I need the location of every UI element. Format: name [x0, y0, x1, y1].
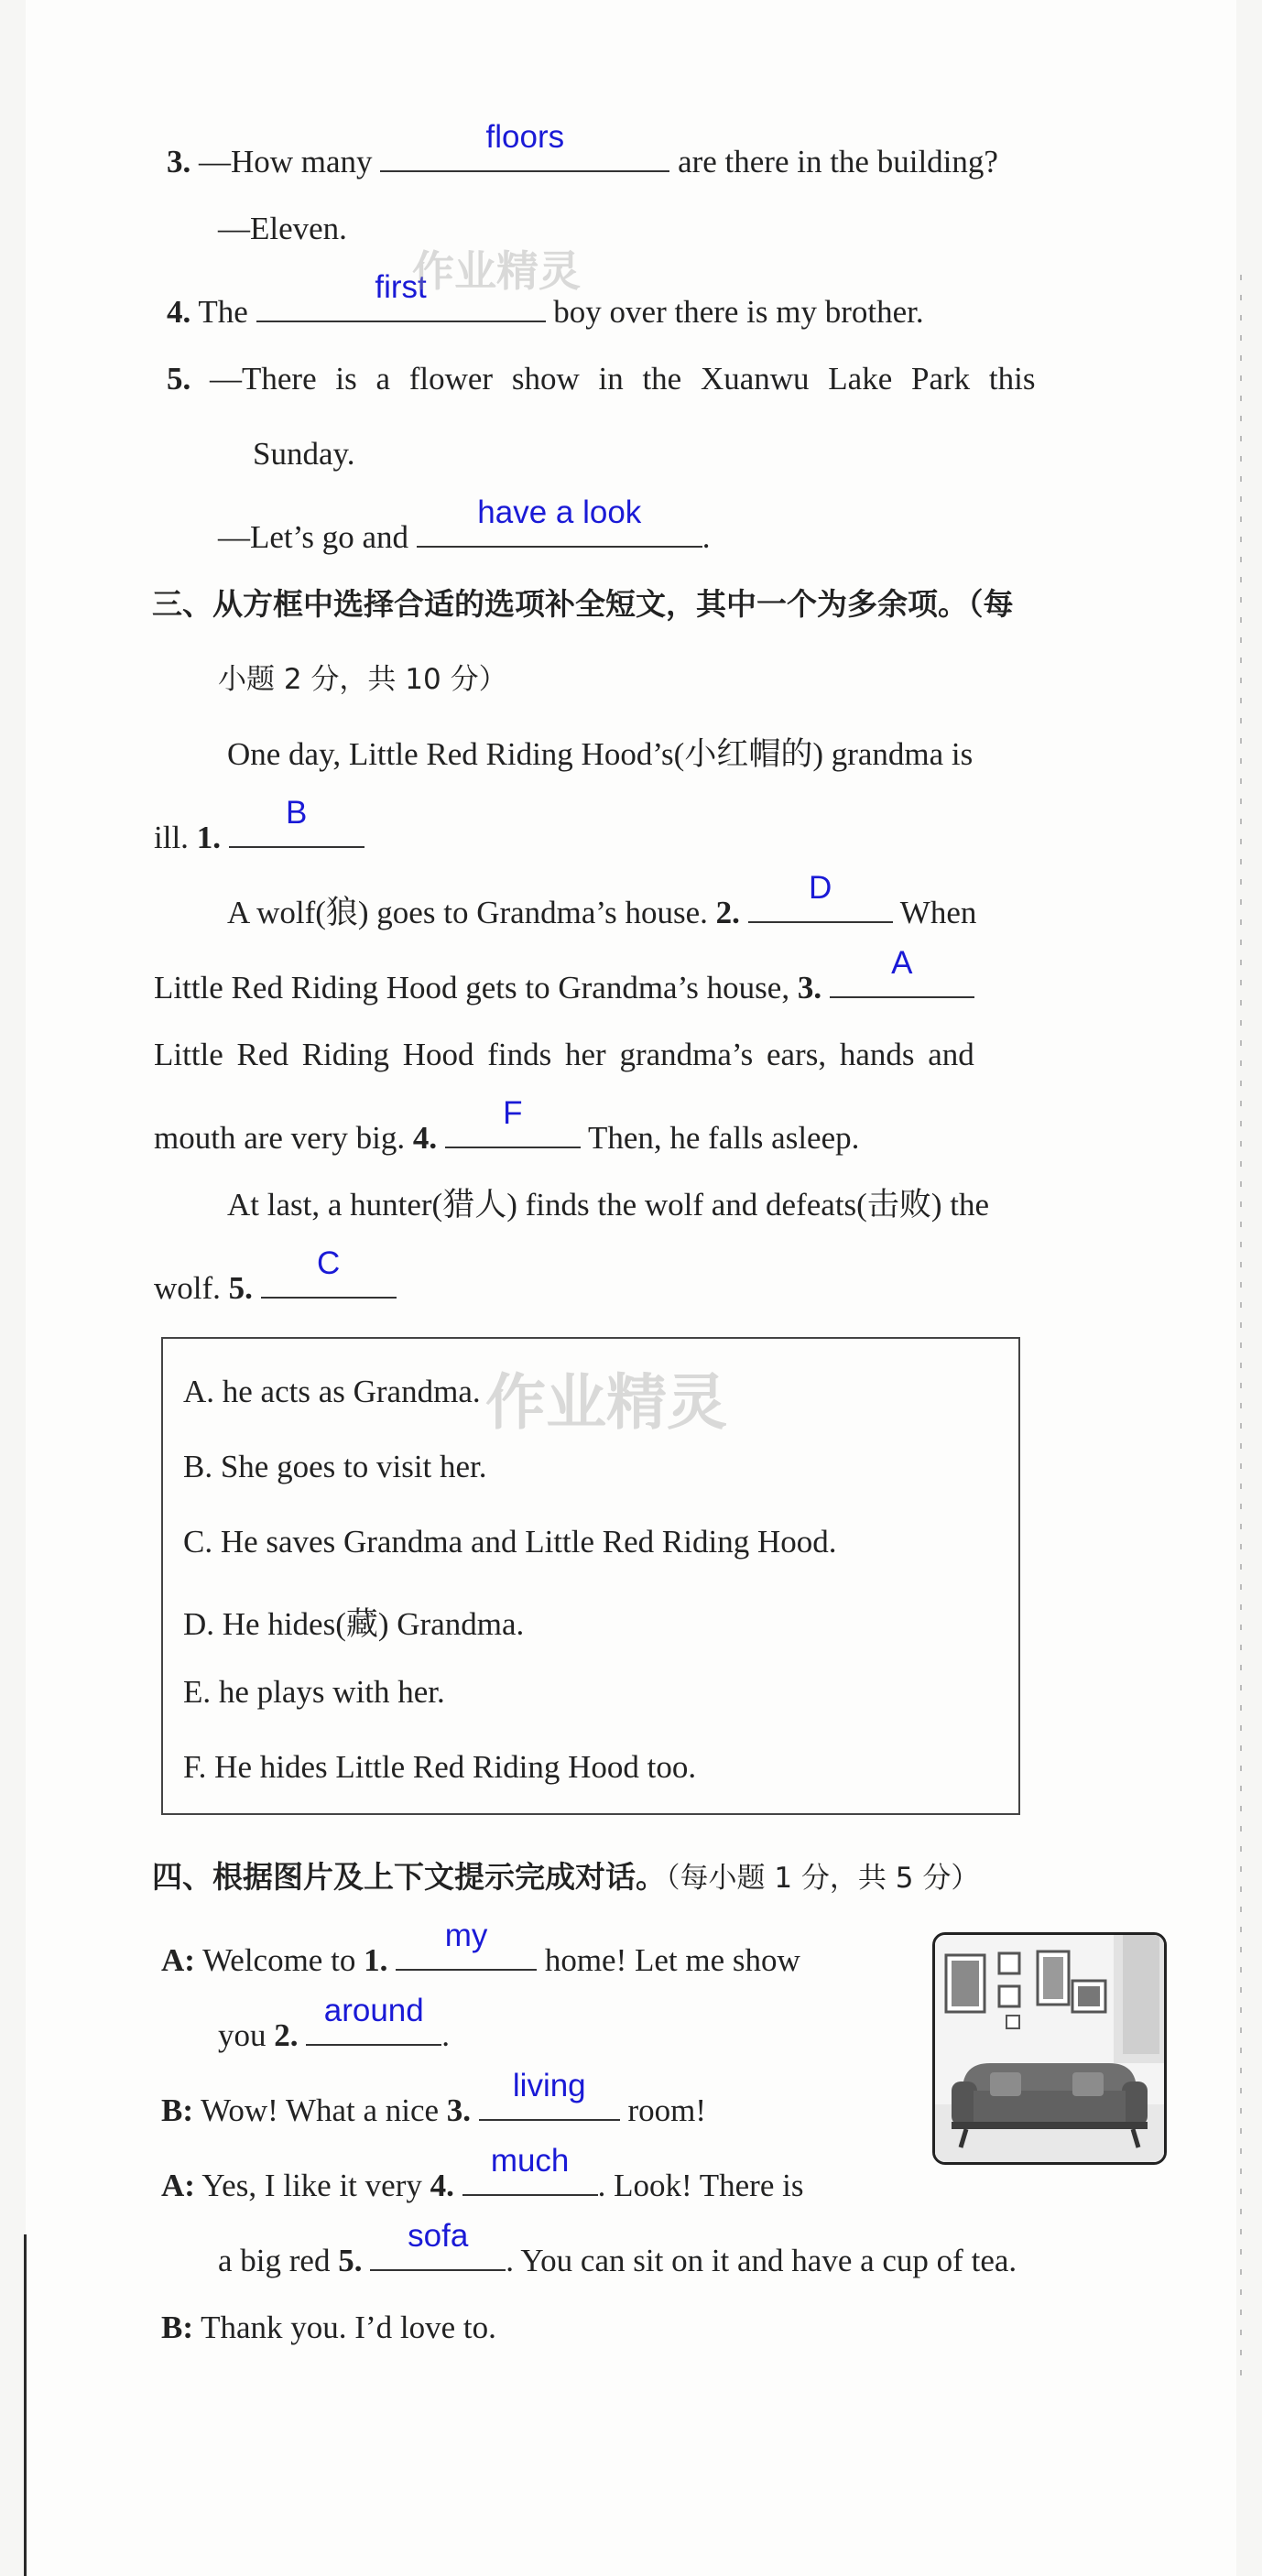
question-5-reply: —Let’s go and have a look . [218, 495, 711, 555]
section-3-heading: 三、从方框中选择合适的选项补全短文，其中一个为多余项。（每 [152, 586, 1014, 622]
option-f: F. He hides Little Red Riding Hood too. [183, 1749, 697, 1785]
answer-blank[interactable]: F [445, 1110, 581, 1148]
dialogue-line: A: Welcome to 1. my home! Let me show [161, 1918, 800, 1978]
answer-blank[interactable]: D [748, 885, 893, 923]
answer-blank[interactable]: my [396, 1932, 537, 1971]
option-a: A. he acts as Grandma. [183, 1374, 481, 1409]
dialogue-line: A: Yes, I like it very 4. much . Look! There is [161, 2143, 804, 2203]
passage-line: A wolf(狼) goes to Grandma’s house. 2. D When [227, 870, 977, 930]
watermark: 作业精灵 [412, 246, 581, 296]
answer-blank[interactable]: B [229, 810, 364, 848]
question-5-line2: Sunday. [253, 436, 355, 472]
question-5: 5. —There is a flower show in the Xuanwu Lake Park this [167, 361, 1036, 397]
dialogue-line: B: Wow! What a nice 3. living room! [161, 2068, 707, 2128]
option-d: D. He hides(藏) Grandma. [183, 1606, 525, 1642]
section-3-score: 小题 2 分，共 10 分） [218, 663, 507, 696]
options-box [161, 1337, 1020, 1815]
answer-blank[interactable]: have a look [417, 509, 702, 548]
option-b: B. She goes to visit her. [183, 1449, 487, 1484]
dialogue-line: B: Thank you. I’d love to. [161, 2310, 496, 2345]
answer-blank[interactable]: C [261, 1260, 397, 1299]
passage-line: ill. 1. B [154, 810, 364, 858]
page-edge-line [24, 2234, 27, 2576]
dialogue-line: you 2. around . [218, 1993, 450, 2053]
question-3: 3. —How many floors are there in the building? [167, 119, 998, 179]
passage-line: Little Red Riding Hood gets to Grandma’s house, 3. A [154, 960, 974, 1008]
watermark: 作业精灵 [485, 1367, 727, 1438]
dialogue-line: a big red 5. sofa . You can sit on it and have a cup of tea. [218, 2218, 1017, 2278]
passage-line: Little Red Riding Hood finds her grandma’s ears, hands and [154, 1037, 974, 1072]
answer-blank[interactable]: living [479, 2082, 620, 2121]
living-room-illustration [935, 1935, 1164, 2162]
answer-blank[interactable]: first [256, 284, 546, 322]
question-4: 4. The first boy over there is my brother. [167, 269, 924, 330]
perforation-line [1240, 275, 1242, 2381]
answer-blank[interactable]: A [830, 960, 974, 998]
question-3-reply: —Eleven. [218, 211, 347, 246]
answer-blank[interactable]: much [462, 2158, 598, 2196]
passage-line: mouth are very big. 4. F Then, he falls asleep. [154, 1095, 860, 1156]
passage-line: wolf. 5. C [154, 1260, 397, 1309]
option-e: E. he plays with her. [183, 1674, 445, 1710]
living-room-picture [932, 1932, 1167, 2165]
answer-blank[interactable]: floors [380, 134, 669, 172]
answer-blank[interactable]: around [306, 2007, 441, 2046]
option-c: C. He saves Grandma and Little Red Riding Hood. [183, 1524, 837, 1560]
passage-line: At last, a hunter(猎人) finds the wolf and defeats(击败) the [227, 1187, 989, 1223]
answer-blank[interactable]: sofa [370, 2233, 506, 2271]
section-4-heading: 四、根据图片及上下文提示完成对话。（每小题 1 分，共 5 分） [152, 1859, 980, 1895]
passage-line: One day, Little Red Riding Hood’s(小红帽的) grandma is [227, 736, 974, 772]
